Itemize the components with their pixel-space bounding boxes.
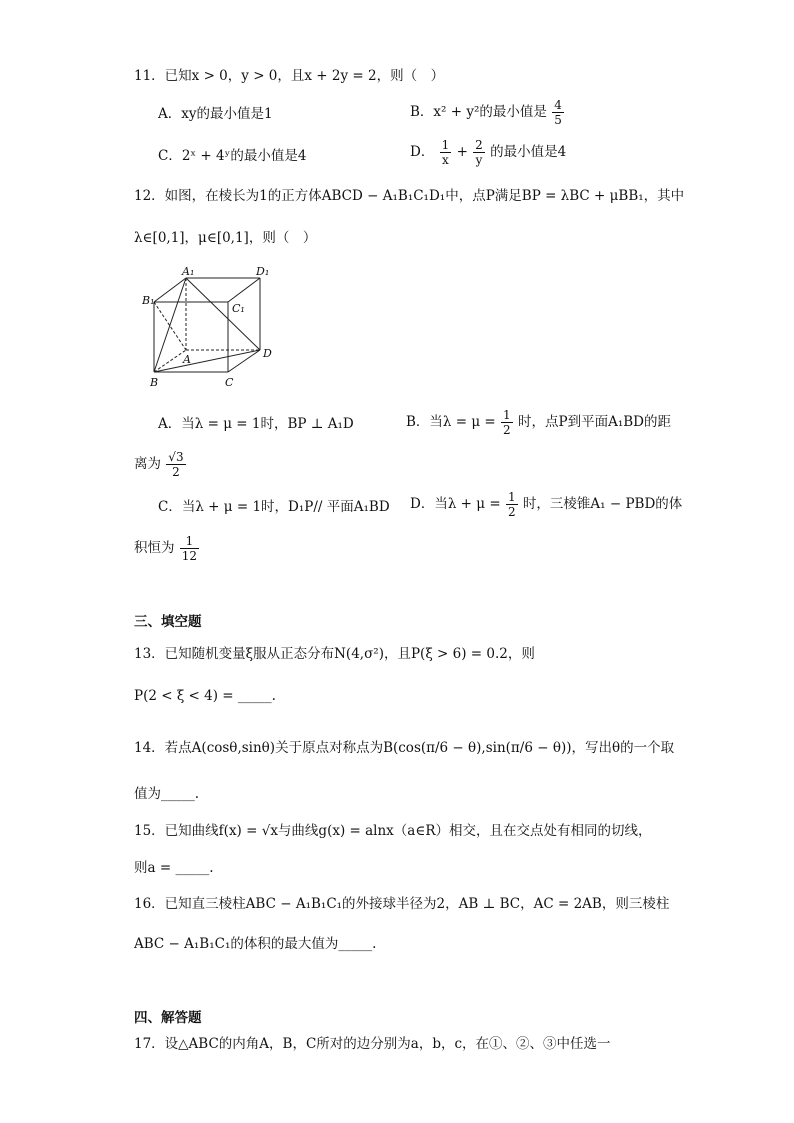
label-D: D [263,347,272,360]
label-C1: C₁ [232,302,245,315]
q12-option-b-cont-label: 离为 [134,456,161,472]
q11-option-d-text: 的最小值是4 [490,144,567,160]
q13-line2: P(2 < ξ < 4) = _____. [134,688,276,704]
q12-option-b-continued [134,450,187,479]
q11-option-b-text: B．x² + y²的最小值是 [410,104,547,120]
q17-stem: 17．设△ABC的内角A，B，C所对的边分别为a，b，c，在①、②、③中任选一 [134,1036,611,1052]
q12-option-b-fraction: $\frac{1}{2}$ [503,408,511,437]
q12-option-b-label: B．当λ = μ = [406,414,496,430]
label-B1: B₁ [142,294,155,307]
label-B: B [150,376,159,389]
q15-line2: 则a = _____. [134,860,214,876]
label-A: A [183,353,191,366]
label-D1: D₁ [256,266,270,278]
q12-option-a: A．当λ = μ = 1时，BP ⊥ A₁D [158,416,354,432]
q13-stem: 13．已知随机变量ξ服从正态分布N(4,σ²)，且P(ξ > 6) = 0.2，则 [134,646,535,662]
edge-A1B [154,278,186,372]
q12-option-d-text: 时，三棱锥A₁ − PBD的体 [522,496,683,512]
q12-option-b [406,408,671,437]
q11-option-b-fraction: $\frac{4}{5}$ [554,98,562,127]
q11-option-d-fraction-2: $\frac{2}{y}$ [475,138,483,167]
q12-option-d-label: D．当λ + μ = [410,496,501,512]
section-answer-title: 四、解答题 [134,1010,202,1026]
q11-option-a: A．xy的最小值是1 [158,106,273,122]
q11-option-d [410,138,566,167]
q16-stem: 16．已知直三棱柱ABC − A₁B₁C₁的外接球半径为2，AB ⊥ BC，AC = 2AB，则三棱柱 [134,896,670,912]
label-A1: A₁ [182,266,195,278]
q12-option-c: C．当λ + μ = 1时，D₁P// 平面A₁BD [158,499,390,515]
q12-option-d-cont-label: 积恒为 [134,540,175,556]
q12-option-d-fraction: $\frac{1}{2}$ [507,490,516,519]
q12-stem: 12．如图，在棱长为1的正方体ABCD − A₁B₁C₁D₁中，点P满足BP = λBC + μBB₁，其中 [134,188,685,204]
q12-option-d [410,490,682,519]
q11-stem: 11．已知x > 0，y > 0，且x + 2y = 2，则（ ） [134,68,445,84]
cube-figure [142,266,282,394]
q16-line2: ABC − A₁B₁C₁的体积的最大值为_____. [134,936,377,952]
q12-stem-line2: λ∈[0,1]，μ∈[0,1]，则（ ） [134,230,317,246]
q11-option-c: C．2ˣ + 4ʸ的最小值是4 [158,148,307,164]
q14-stem: 14．若点A(cosθ,sinθ)关于原点对称点为B(cos(π/6 − θ),sin(π/6 − θ))，写出θ的一个取 [134,740,675,756]
edge-A1D [186,278,260,350]
q15-stem: 15．已知曲线f(x) = √x与曲线g(x) = alnx（a∈R）相交，且在交点处有相同的切线， [134,823,652,839]
label-C: C [225,376,234,389]
q12-option-b-cont-fraction: $\frac{√3}{2}$ [168,450,184,479]
q11-option-d-label: D． [410,144,435,160]
section-fill-in-title: 三、填空题 [134,614,202,630]
q11-option-d-plus: + [456,144,468,160]
q12-option-d-continued [134,534,200,563]
q11-option-b [410,98,565,127]
q14-line2: 值为_____. [134,786,200,802]
q12-option-b-text: 时，点P到平面A₁BD的距 [517,414,671,430]
edge-B1A1 [154,278,186,302]
edge-C1D1 [228,278,260,302]
q12-option-d-cont-fraction: $\frac{1}{12}$ [181,534,198,563]
q11-option-d-fraction-1: $\frac{1}{x}$ [441,138,450,167]
